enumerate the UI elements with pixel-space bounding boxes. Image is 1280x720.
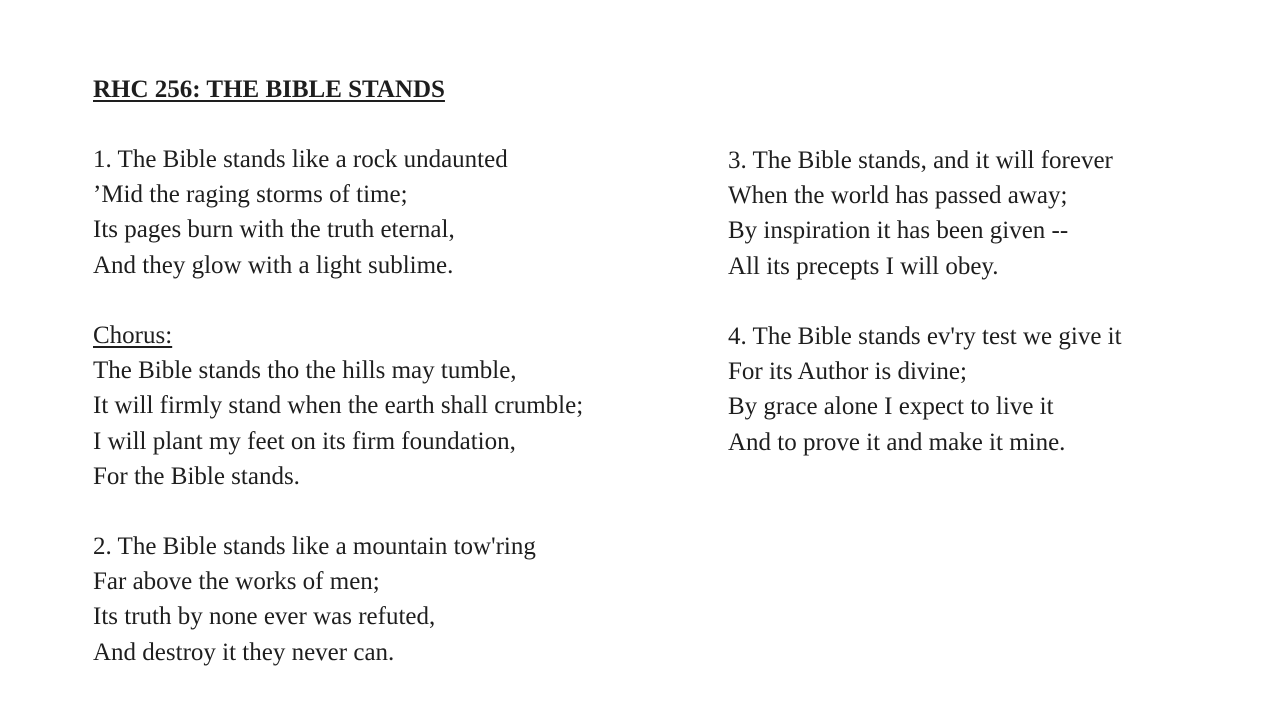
stanza-line: When the world has passed away; [728, 182, 1068, 210]
stanza-line: For its Author is divine; [728, 358, 967, 386]
stanza-line: 3. The Bible stands, and it will forever [728, 147, 1113, 174]
stanza-line: And destroy it they never can. [93, 638, 395, 666]
stanza-line: Its truth by none ever was refuted, [93, 603, 436, 631]
chorus-line: I will plant my feet on its firm foundation, [93, 427, 516, 455]
stanza-2 [93, 529, 536, 670]
stanza-line: All its precepts I will obey. [728, 252, 999, 280]
stanza-line: And to prove it and make it mine. [728, 428, 1066, 456]
stanza-line: 2. The Bible stands like a mountain tow'ring [93, 533, 536, 560]
stanza-line: 1. The Bible stands like a rock undaunted [93, 146, 508, 173]
chorus-line: The Bible stands tho the hills may tumble, [93, 357, 517, 385]
chorus [93, 318, 583, 494]
hymn-title: RHC 256: THE BIBLE STANDS [93, 76, 445, 103]
chorus-label: Chorus: [93, 322, 173, 349]
chorus-line: It will firmly stand when the earth shall crumble; [93, 392, 584, 420]
stanza-line: By grace alone I expect to live it [728, 393, 1054, 421]
chorus-line: For the Bible stands. [93, 462, 300, 490]
stanza-1 [93, 142, 508, 283]
stanza-line: Its pages burn with the truth eternal, [93, 216, 455, 244]
stanza-line: ’Mid the raging storms of time; [93, 181, 408, 209]
stanza-4 [728, 319, 1122, 460]
stanza-line: By inspiration it has been given -- [728, 217, 1069, 245]
stanza-line: And they glow with a light sublime. [93, 251, 454, 279]
stanza-line: 4. The Bible stands ev'ry test we give it [728, 323, 1122, 350]
stanza-line: Far above the works of men; [93, 568, 380, 596]
stanza-3 [728, 143, 1113, 284]
